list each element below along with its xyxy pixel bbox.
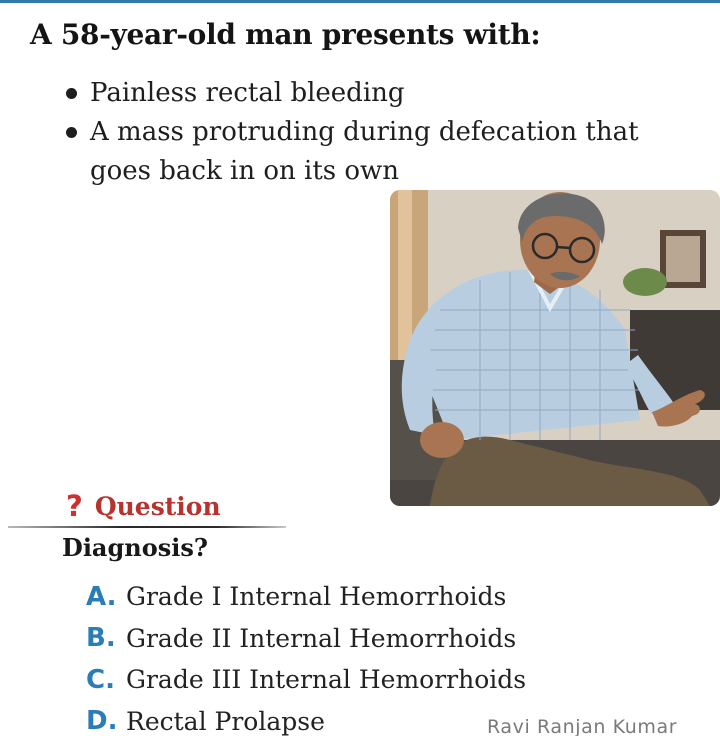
option-text: Grade III Internal Hemorrhoids [126,665,527,695]
question-divider [8,526,286,528]
patient-photo [390,190,720,506]
question-heading [66,490,221,522]
symptom-list [62,74,702,191]
option-letter: B. [86,623,116,654]
answer-option-b[interactable] [86,618,526,660]
symptom-item [62,113,702,191]
bullet-icon [66,127,77,138]
option-letter: A. [86,581,117,612]
symptom-text: Painless rectal bleeding [90,78,405,108]
top-accent-rule [0,0,720,3]
option-text: Grade I Internal Hemorrhoids [126,582,507,612]
answer-options [86,576,526,736]
bullet-icon [66,88,77,99]
question-mark-icon: ? [66,489,83,523]
answer-option-a[interactable] [86,576,526,618]
author-credit: Ravi Ranjan Kumar [487,716,678,736]
answer-option-d[interactable] [86,701,526,736]
option-letter: C. [86,664,115,695]
option-text: Grade II Internal Hemorrhoids [126,623,517,653]
option-letter: D. [86,706,118,736]
symptom-text: A mass protruding during defecation that goes back in on its own [90,117,639,186]
case-title: A 58-year-old man presents with: [30,18,541,51]
option-text: Rectal Prolapse [126,706,325,736]
answer-option-c[interactable] [86,659,526,701]
question-label: Question [94,491,221,521]
symptom-item [62,74,702,113]
question-prompt: Diagnosis? [62,533,208,562]
